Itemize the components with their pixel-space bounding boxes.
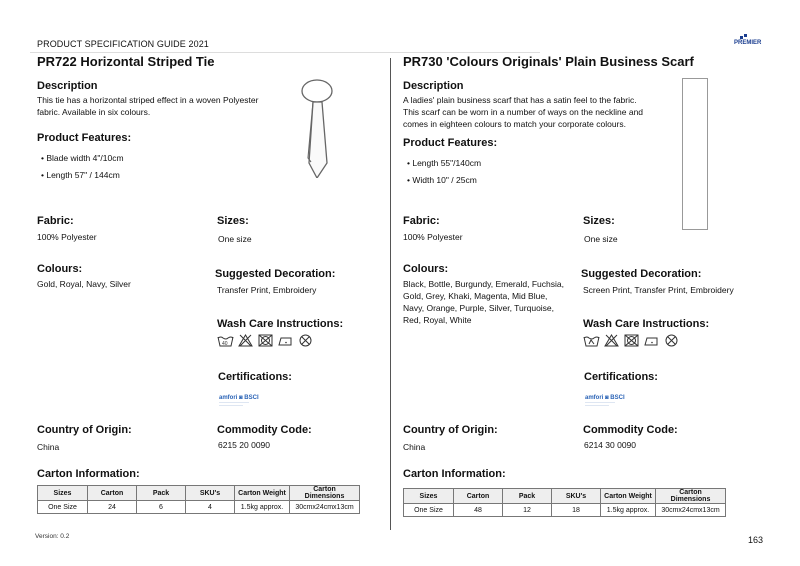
decoration-value: Screen Print, Transfer Print, Embroidery	[583, 285, 734, 295]
certifications-heading: Certifications:	[218, 371, 292, 383]
do-not-dry-clean-icon	[663, 334, 680, 347]
tie-image	[295, 78, 340, 178]
column-header: Carton Weight	[235, 486, 290, 501]
sizes-heading: Sizes:	[583, 215, 615, 227]
iron-low-icon	[277, 334, 294, 347]
page-number: 163	[748, 535, 764, 545]
sizes-heading: Sizes:	[217, 215, 249, 227]
table-header-row	[404, 489, 726, 504]
feature-item: • Blade width 4"/10cm	[41, 153, 124, 163]
decoration-heading: Suggested Decoration:	[215, 268, 336, 280]
column-header: SKU's	[186, 486, 235, 501]
table-cell: 1.5kg approx.	[601, 504, 656, 517]
table-cell: 18	[552, 504, 601, 517]
features-heading: Product Features:	[37, 132, 132, 144]
commodity-code-value: 6215 20 0090	[218, 440, 270, 450]
product-title: PR730 'Colours Originals' Plain Business Scarf	[403, 54, 694, 69]
country-of-origin-heading: Country of Origin:	[403, 424, 498, 436]
country-of-origin-heading: Country of Origin:	[37, 424, 132, 436]
column-header: Carton Weight	[601, 489, 656, 504]
country-of-origin-value: China	[37, 442, 60, 452]
carton-info-heading: Carton Information:	[403, 468, 506, 480]
do-not-bleach-icon	[237, 334, 254, 347]
premier-logo: PREMIER	[734, 34, 761, 46]
column-header: Sizes	[38, 486, 88, 501]
decoration-value: Transfer Print, Embroidery	[217, 285, 317, 295]
feature-item: • Length 57" / 144cm	[41, 170, 120, 180]
table-cell: 6	[137, 501, 186, 514]
do-not-dry-clean-icon	[297, 334, 314, 347]
header-divider	[30, 52, 540, 53]
fabric-heading: Fabric:	[37, 215, 74, 227]
wash-40-icon	[217, 334, 234, 347]
amfori-bsci-logo: amfori ◙ BSCI —————————— ————————	[219, 395, 259, 407]
table-cell: 30cmx24cmx13cm	[290, 501, 360, 514]
table-cell: 4	[186, 501, 235, 514]
version-label: Version: 0.2	[35, 533, 70, 540]
table-cell: 30cmx24cmx13cm	[656, 504, 726, 517]
column-header: Carton	[454, 489, 503, 504]
feature-item: • Width 10" / 25cm	[407, 175, 477, 185]
product-title: PR722 Horizontal Striped Tie	[37, 54, 215, 69]
sizes-value: One size	[584, 234, 618, 244]
guide-title: PRODUCT SPECIFICATION GUIDE 2021	[37, 39, 209, 49]
scarf-image	[682, 78, 708, 230]
table-cell: 12	[503, 504, 552, 517]
table-row	[38, 501, 360, 514]
wash-care-heading: Wash Care Instructions:	[217, 318, 344, 330]
description-heading: Description	[403, 80, 464, 92]
fabric-heading: Fabric:	[403, 215, 440, 227]
certifications-heading: Certifications:	[584, 371, 658, 383]
commodity-code-value: 6214 30 0090	[584, 440, 636, 450]
colours-heading: Colours:	[37, 263, 83, 275]
table-cell: 24	[88, 501, 137, 514]
do-not-bleach-icon	[603, 334, 620, 347]
description-heading: Description	[37, 80, 98, 92]
commodity-code-heading: Commodity Code:	[217, 424, 312, 436]
column-header: Sizes	[404, 489, 454, 504]
column-divider	[390, 58, 391, 530]
iron-low-icon	[643, 334, 660, 347]
table-cell: 1.5kg approx.	[235, 501, 290, 514]
features-heading: Product Features:	[403, 137, 498, 149]
colours-value: Black, Bottle, Burgundy, Emerald, Fuchsia, Gold, Grey, Khaki, Magenta, Mid Blue, Navy, Orange, Purple, Silver, Turquoise, Red, Royal, White	[403, 279, 564, 325]
column-header: Pack	[137, 486, 186, 501]
colours-heading: Colours:	[403, 263, 449, 275]
svg-text:40: 40	[222, 341, 228, 347]
column-header: Carton Dimensions	[290, 486, 360, 501]
carton-table	[37, 485, 360, 514]
column-header: Pack	[503, 489, 552, 504]
colours-value: Gold, Royal, Navy, Silver	[37, 279, 131, 289]
fabric-value: 100% Polyester	[37, 232, 97, 242]
description-text: This tie has a horizontal striped effect in a woven Polyester fabric. Available in six colours.	[37, 95, 259, 117]
feature-item: • Length 55"/140cm	[407, 158, 482, 168]
table-header-row	[38, 486, 360, 501]
table-cell: 48	[454, 504, 503, 517]
commodity-code-heading: Commodity Code:	[583, 424, 678, 436]
hand-wash-icon	[583, 334, 600, 347]
column-header: Carton	[88, 486, 137, 501]
carton-table	[403, 488, 726, 517]
column-header: Carton Dimensions	[656, 489, 726, 504]
sizes-value: One size	[218, 234, 252, 244]
table-row	[404, 504, 726, 517]
do-not-tumble-dry-icon	[257, 334, 274, 347]
table-cell: One Size	[38, 501, 88, 514]
fabric-value: 100% Polyester	[403, 232, 463, 242]
table-cell: One Size	[404, 504, 454, 517]
carton-info-heading: Carton Information:	[37, 468, 140, 480]
decoration-heading: Suggested Decoration:	[581, 268, 702, 280]
wash-care-heading: Wash Care Instructions:	[583, 318, 710, 330]
wash-care-icons	[583, 334, 680, 347]
column-header: SKU's	[552, 489, 601, 504]
do-not-tumble-dry-icon	[623, 334, 640, 347]
wash-care-icons	[217, 334, 314, 347]
amfori-bsci-logo: amfori ◙ BSCI —————————— ————————	[585, 395, 625, 407]
description-text: A ladies' plain business scarf that has a satin feel to the fabric. This scarf can be worn in a number of ways on the neckline and comes in eighteen colours to match your corporate colours.	[403, 95, 644, 129]
country-of-origin-value: China	[403, 442, 426, 452]
